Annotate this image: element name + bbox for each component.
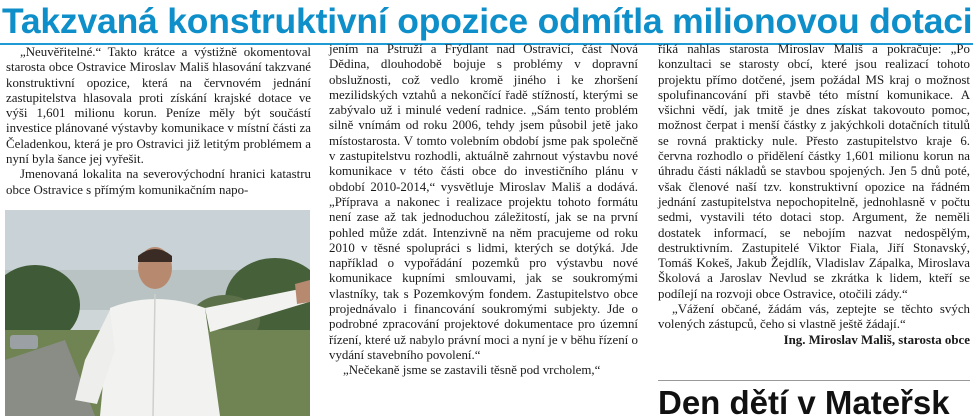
article-photo bbox=[5, 210, 310, 416]
text-column-1 bbox=[6, 45, 311, 198]
paragraph: Jmenovaná lokalita na severovýchodní hranici katastru obce Ostravice s přímým komunikačním napo- bbox=[6, 167, 311, 197]
text-column-2 bbox=[329, 42, 638, 379]
paragraph: „Vážení občané, žádám vás, zeptejte se těchto svých volených zástupců, čeho si vlastně ještě žádají.“ bbox=[658, 302, 970, 332]
paragraph: říká nahlas starosta Miroslav Mališ a pokračuje: „Po konzultaci se starosty obcí, které jsou realizací tohoto projektu přímo dotčené, jsem požádal MS kraj o možnost spolufinancování při stavbě této místní komunikace. A všichni vědí, jak tmitě je dnes získat takovouto pomoc, možnost čerpat i menší částky z jakýchkoli dotačních titulů se rovná prakticky nule. Přesto zastupitelstvo kraje 6. června rozhodlo o přidělení částky 1,601 milionu korun na úhradu části nákladů se stavbou spojených. Jen 5 dnů poté, však členové naší tzv. konstruktivní opozice na řádném jednání zastupitelstva nepochopitelně, jednohlasně v počtu sedmi, vystavili této dotaci stop. Argument, že neměli dostatek informací, se nebojím nazvat nedospělým, destruktivním. Zastupitelé Viktor Fiala, Jiří Stonavský, Tomáš Kokeš, Jakub Žejdlík, Vladislav Zápalka, Miroslava Školová a Jaroslav Nevlud se zkrátka k lidem, kteří se podílejí na rozvoji obce Ostravice, otočili zády.“ bbox=[658, 42, 970, 301]
paragraph: jením na Pstruží a Frýdlant nad Ostravicí, část Nová Dědina, dlouhodobě bojuje s problémy v dopravní obslužnosti, což vedlo kromě jiného i ke zhoršení mezilidských vztahů a nekončící řadě stížností, kterými se zabývalo už i minulé vedení radnice. „Sám tento problém silně vnímám od roku 2006, tehdy jsem působil jetě jako místostarosta. V tomto volebním období jsme pak společně v zastupitelstvu rozhodli, aktuálně zahrnout výstavbu nové komunikace v této části obce do investičního plánu v období 2010-2014,“ vysvětluje Miroslav Mališ a dodává. „Příprava a nakonec i realizace projektu tohoto formátu není zase až tak jednoduchou záležitostí, jak se na první pohled může zdát. Intenzivně na něm pracujeme od roku 2010 v těsné spolupráci s lidmi, kterých se dotýká. Jde například o vypořádání pozemků pro výstavbu nové komunikace kupními smlouvami, jak se soukromými vlastníky, tak s Pozemkovým fondem. Zastupitelstvo obce projednávalo i financování soukromými subjekty. Jde o podrobné zpracování projektové dokumentace pro územní řízení, které už nabylo právní moci a nyní je v běhu řízení o vydání stavebního povolení.“ bbox=[329, 42, 638, 362]
article-separator bbox=[658, 380, 970, 381]
next-article-headline: Den dětí v Mateřsk bbox=[658, 386, 950, 416]
text-column-3 bbox=[658, 42, 970, 348]
paragraph: „Nečekaně jsme se zastavili těsně pod vrcholem,“ bbox=[343, 363, 601, 378]
author-signature: Ing. Miroslav Mališ, starosta obce bbox=[783, 332, 970, 347]
photo-starosta bbox=[5, 210, 310, 416]
paragraph: „Neuvěřitelné.“ Takto krátce a výstižně okomentoval starosta obce Ostravice Miroslav Mališ hlasování takzvané konstruktivní opozice, která na červnovém jednání zastupitelstva hlasovala proti získání krajské dotace ve výši 1,601 milionu korun. Peníze měly být součástí investice plánované výstavby komunikace v místní části za Čeladenkou, která je pro Ostravici již letitým problémem a nyní byla šance jej vyřešit. bbox=[6, 45, 311, 167]
article-headline: Takzvaná konstruktivní opozice odmítla milionovou dotaci bbox=[2, 1, 972, 41]
